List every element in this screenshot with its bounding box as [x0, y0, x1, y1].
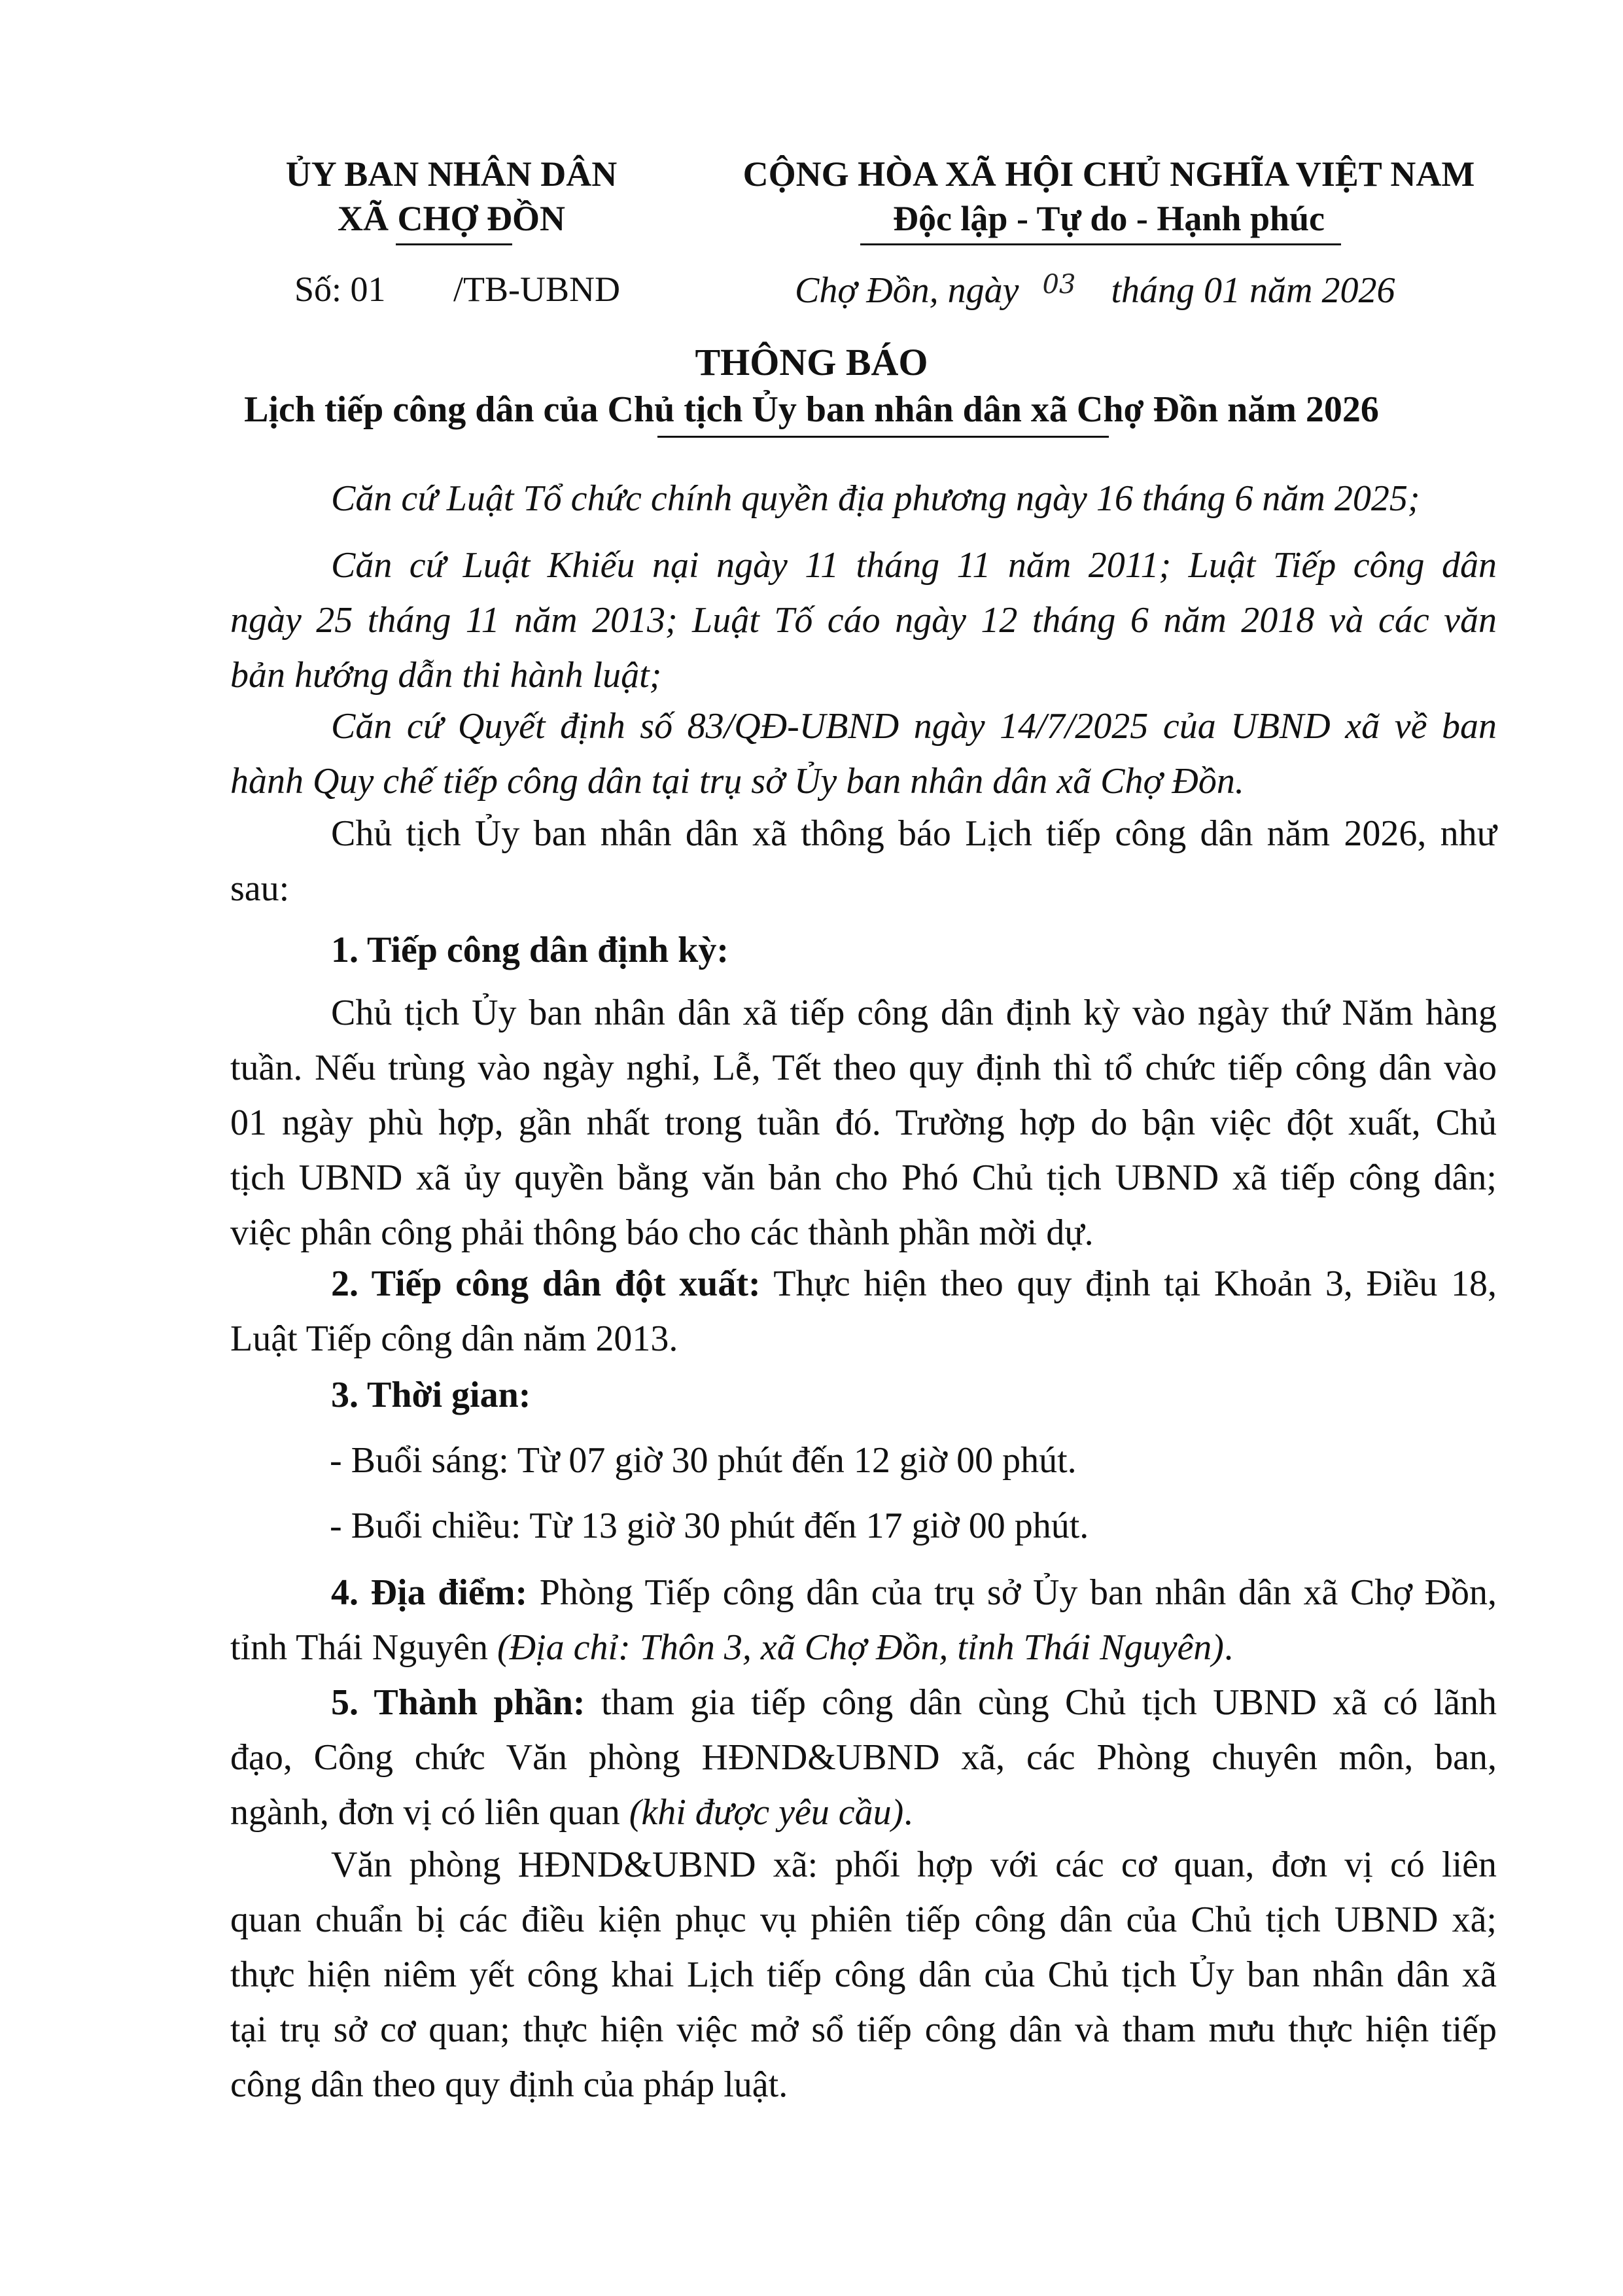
handwritten-day: 03: [1042, 270, 1076, 300]
office-paragraph: [230, 1837, 1497, 2112]
section-4: [230, 1565, 1497, 1675]
section-5: [230, 1675, 1497, 1840]
place-date: [795, 268, 1395, 316]
section-2-heading: 2. Tiếp công dân đột xuất:: [331, 1263, 761, 1304]
address-note: (Địa chỉ: Thôn 3, xã Chợ Đồn, tỉnh Thái Nguyên): [497, 1627, 1224, 1668]
section-5-line-1: 5. Thành phần: tham gia tiếp công dân cùng Chủ tịch UBND xã có lãnh: [331, 1682, 1497, 1723]
document-subtitle: Lịch tiếp công dân của Chủ tịch Ủy ban nhân dân xã Chợ Đồn năm 2026: [244, 389, 1379, 430]
section-1-line-5: việc phân công phải thông báo cho các thành phần mời dự.: [230, 1212, 1094, 1253]
agency-line1: ỦY BAN NHÂN DÂN: [285, 154, 618, 194]
section-1-line-4: tịch UBND xã ủy quyền bằng văn bản cho Phó Chủ tịch UBND xã tiếp công dân;: [230, 1157, 1497, 1198]
agency-name: [249, 152, 654, 241]
basis-2: [230, 538, 1497, 703]
section-1-line-1: Chủ tịch Ủy ban nhân dân xã tiếp công dân định kỳ vào ngày thứ Năm hàng: [331, 993, 1497, 1033]
intro-line-1: Chủ tịch Ủy ban nhân dân xã thông báo Lịch tiếp công dân năm 2026, như: [331, 813, 1497, 854]
section-5-line-3: ngành, đơn vị có liên quan (khi được yêu cầu).: [230, 1792, 913, 1833]
section-1-line-3: 01 ngày phù hợp, gần nhất trong tuần đó. Trường hợp do bận việc đột xuất, Chủ: [230, 1103, 1497, 1143]
doc-number-suffix: /TB-UBND: [453, 270, 621, 309]
basis-3-line-1: Căn cứ Quyết định số 83/QĐ-UBND ngày 14/7/2025 của UBND xã về ban: [331, 706, 1497, 747]
basis-1: [230, 471, 1497, 526]
section-2: [230, 1256, 1497, 1366]
section-4-line-1: 4. Địa điểm: Phòng Tiếp công dân của trụ sở Ủy ban nhân dân xã Chợ Đồn,: [331, 1572, 1497, 1613]
nation-line2: Độc lập - Tự do - Hạnh phúc: [892, 199, 1325, 238]
office-line-1: Văn phòng HĐND&UBND xã: phối hợp với các cơ quan, đơn vị có liên: [331, 1845, 1497, 1885]
office-line-3: thực hiện niêm yết công khai Lịch tiếp công dân của Chủ tịch Ủy ban nhân dân xã: [230, 1954, 1497, 1995]
office-line-4: tại trụ sở cơ quan; thực hiện việc mở sổ tiếp công dân và tham mưu thực hiện tiếp: [230, 2009, 1497, 2050]
time-afternoon: - Buổi chiều: Từ 13 giờ 30 phút đến 17 giờ 00 phút.: [330, 1506, 1089, 1546]
basis-2-line-1: Căn cứ Luật Khiếu nại ngày 11 tháng 11 năm 2011; Luật Tiếp công dân: [331, 545, 1497, 586]
basis-2-line-3: bản hướng dẫn thi hành luật;: [230, 655, 662, 696]
place-date-suffix: tháng 01 năm 2026: [1111, 270, 1395, 311]
section-1-body: [230, 985, 1497, 1260]
section-5-heading: 5. Thành phần:: [331, 1682, 585, 1723]
section-5-line-2: đạo, Công chức Văn phòng HĐND&UBND xã, các Phòng chuyên môn, ban,: [230, 1737, 1497, 1778]
national-motto: [703, 152, 1514, 241]
basis-3: [230, 699, 1497, 809]
intro-paragraph: [230, 806, 1497, 916]
section-1-heading: 1. Tiếp công dân định kỳ:: [331, 930, 729, 970]
subtitle-underline: [657, 436, 1109, 438]
basis-1-line: Căn cứ Luật Tổ chức chính quyền địa phương ngày 16 tháng 6 năm 2025;: [331, 478, 1420, 519]
section-2-line-2: Luật Tiếp công dân năm 2013.: [230, 1318, 678, 1359]
place-date-prefix: Chợ Đồn, ngày: [795, 270, 1019, 311]
basis-3-line-2: hành Quy chế tiếp công dân tại trụ sở Ủy ban nhân dân xã Chợ Đồn.: [230, 761, 1244, 802]
section-4-heading: 4. Địa điểm:: [331, 1572, 528, 1613]
section-1-line-2: tuần. Nếu trùng vào ngày nghỉ, Lễ, Tết theo quy định thì tổ chức tiếp công dân vào: [230, 1048, 1497, 1088]
agency-underline: [396, 243, 512, 245]
motto-underline: [860, 243, 1341, 245]
basis-2-line-2: ngày 25 tháng 11 năm 2013; Luật Tố cáo ngày 12 tháng 6 năm 2018 và các văn: [230, 600, 1497, 641]
request-note: (khi được yêu cầu): [629, 1792, 904, 1833]
time-morning: - Buổi sáng: Từ 07 giờ 30 phút đến 12 giờ 00 phút.: [330, 1440, 1077, 1481]
section-3-heading: 3. Thời gian:: [331, 1375, 531, 1415]
office-line-5: công dân theo quy định của pháp luật.: [230, 2064, 788, 2105]
intro-line-2: sau:: [230, 868, 290, 909]
nation-line1: CỘNG HÒA XÃ HỘI CHỦ NGHĨA VIỆT NAM: [742, 154, 1475, 194]
office-line-2: quan chuẩn bị các điều kiện phục vụ phiên tiếp công dân của Chủ tịch UBND xã;: [230, 1899, 1497, 1940]
section-4-line-2: tỉnh Thái Nguyên (Địa chỉ: Thôn 3, xã Chợ Đồn, tỉnh Thái Nguyên).: [230, 1627, 1233, 1668]
document-title: THÔNG BÁO: [695, 341, 928, 383]
doc-number-prefix: Số: 01: [294, 270, 386, 309]
doc-number: [294, 267, 620, 311]
section-2-line-1: 2. Tiếp công dân đột xuất: Thực hiện theo quy định tại Khoản 3, Điều 18,: [331, 1263, 1497, 1304]
agency-line2: XÃ CHỢ ĐỒN: [338, 199, 565, 238]
